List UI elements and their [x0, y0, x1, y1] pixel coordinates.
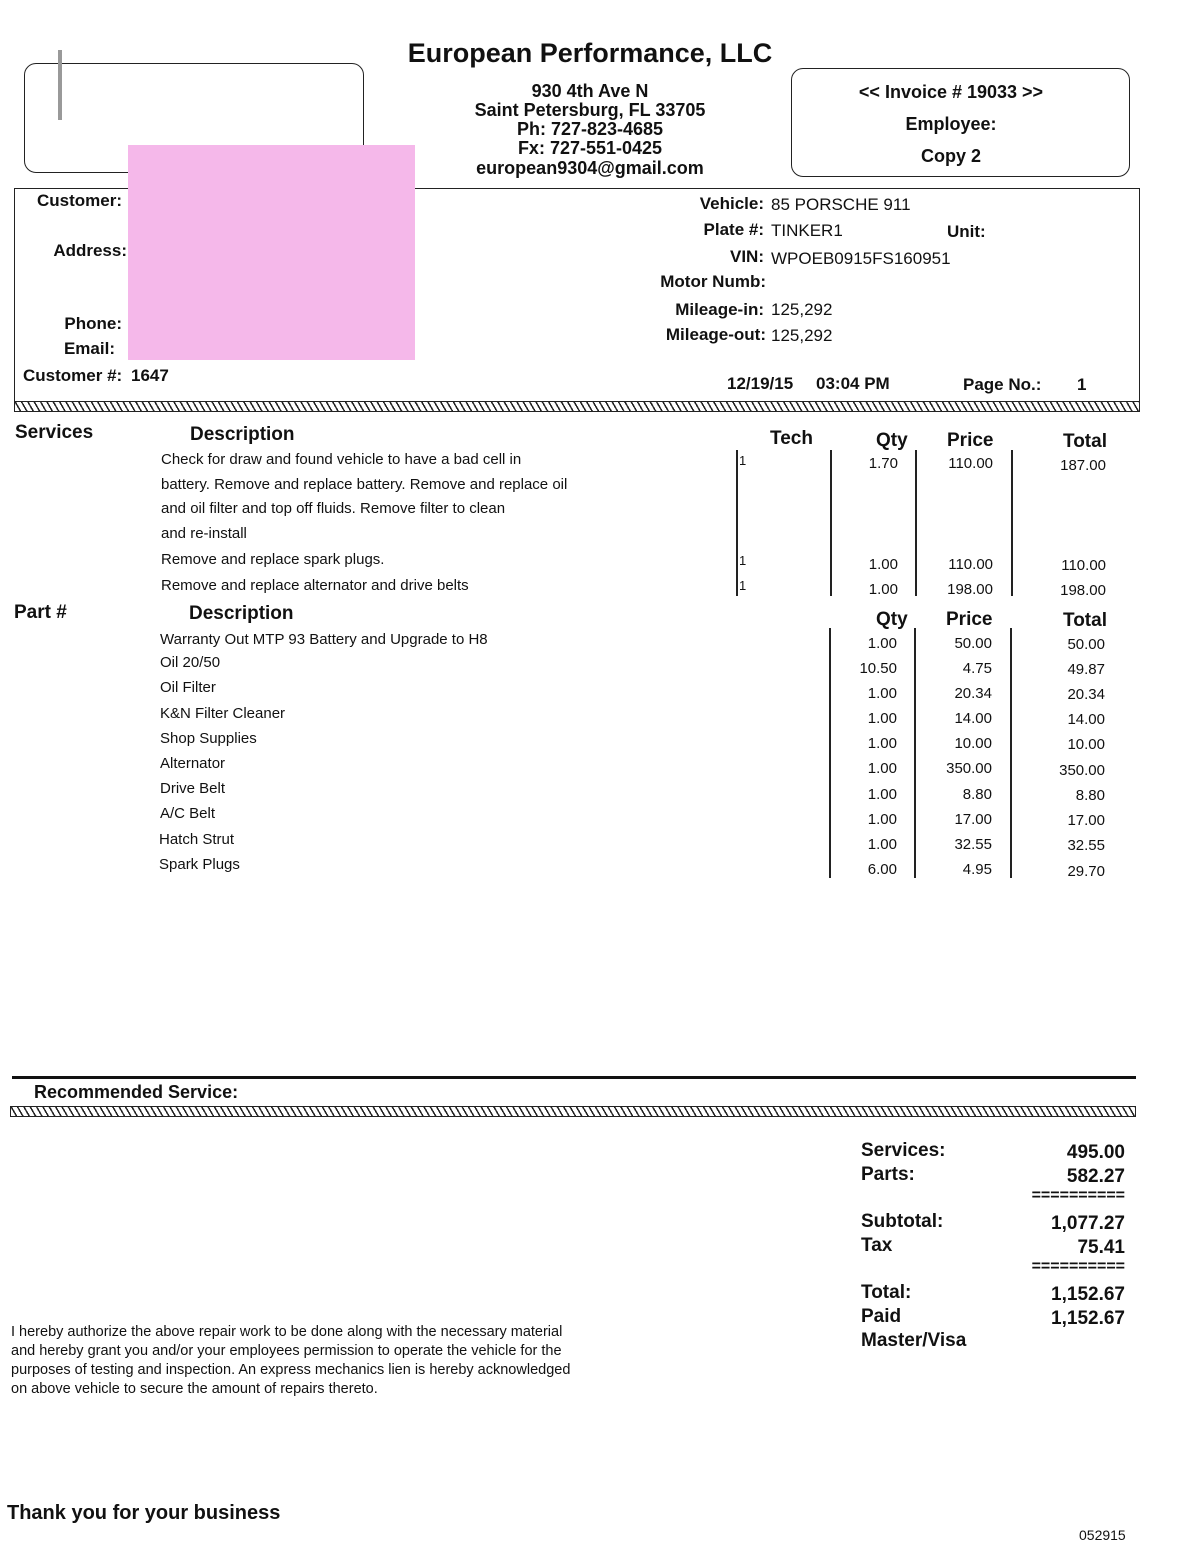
part-total: 50.00 — [1067, 636, 1105, 653]
part-qty: 1.00 — [867, 760, 897, 777]
parts-total-label: Parts: — [861, 1164, 915, 1185]
recommended-service-label: Recommended Service: — [34, 1082, 239, 1102]
phone-label: Phone: — [64, 314, 122, 333]
copy-label: Copy 2 — [920, 146, 981, 166]
parts-bar-total — [1010, 628, 1012, 878]
company-address-line2: Saint Petersburg, FL 33705 — [474, 100, 706, 120]
part-price: 10.00 — [954, 735, 992, 752]
motor-number-label: Motor Numb: — [660, 272, 766, 291]
part-qty: 1.00 — [867, 685, 897, 702]
part-total: 350.00 — [1059, 762, 1105, 779]
thank-you-message: Thank you for your business — [7, 1502, 281, 1524]
services-tech-header: Tech — [770, 428, 813, 449]
services-total-value: 495.00 — [1066, 1142, 1125, 1163]
part-qty: 1.00 — [867, 811, 897, 828]
page-number: 1 — [1077, 375, 1087, 394]
service-tech: 1 — [739, 553, 747, 568]
email-label: Email: — [63, 339, 115, 358]
customer-number-label: Customer #: — [23, 366, 123, 385]
part-description: Alternator — [160, 755, 226, 772]
part-total: 49.87 — [1067, 661, 1105, 678]
service-tech: 1 — [739, 578, 747, 593]
page-number-label: Page No.: — [963, 375, 1042, 394]
service-qty: 1.70 — [868, 455, 898, 472]
part-description: Oil 20/50 — [160, 654, 221, 671]
part-description: Shop Supplies — [160, 730, 257, 747]
parts-total-value: 582.27 — [1066, 1166, 1125, 1187]
parts-section-label: Part # — [14, 602, 67, 623]
form-code: 052915 — [1079, 1527, 1126, 1543]
customer-number: 1647 — [131, 366, 169, 385]
part-description: Hatch Strut — [159, 831, 235, 848]
services-bar-total — [1011, 450, 1013, 596]
mileage-in-value: 125,292 — [771, 300, 833, 319]
part-description: Oil Filter — [160, 679, 216, 696]
hatched-divider-bottom — [10, 1106, 1136, 1117]
part-description: Spark Plugs — [159, 856, 240, 873]
service-total: 198.00 — [1060, 582, 1106, 599]
tax-label: Tax — [861, 1235, 893, 1256]
services-total-header: Total — [1063, 431, 1107, 452]
service-qty: 1.00 — [868, 556, 898, 573]
services-section-label: Services — [15, 422, 94, 443]
company-phone: Ph: 727-823-4685 — [516, 119, 664, 139]
address-label: Address: — [53, 241, 127, 260]
redaction-block — [128, 145, 415, 360]
part-price: 20.34 — [954, 685, 992, 702]
vehicle-value: 85 PORSCHE 911 — [771, 195, 911, 214]
part-description: A/C Belt — [160, 805, 216, 822]
part-description: Drive Belt — [160, 780, 226, 797]
grand-total-label: Total: — [861, 1282, 912, 1303]
part-qty: 1.00 — [867, 786, 897, 803]
vehicle-label: Vehicle: — [699, 194, 764, 213]
part-price: 4.95 — [962, 861, 992, 878]
services-description-header: Description — [190, 424, 295, 445]
part-price: 17.00 — [954, 811, 992, 828]
company-address-line1: 930 4th Ave N — [531, 81, 649, 101]
invoice-time: 03:04 PM — [816, 374, 890, 393]
service-description: Remove and replace spark plugs. — [161, 551, 385, 568]
paid-label: Paid — [861, 1306, 902, 1327]
part-total: 17.00 — [1067, 812, 1105, 829]
unit-label: Unit: — [947, 222, 986, 241]
plate-value: TINKER1 — [771, 221, 843, 240]
service-price: 110.00 — [948, 455, 993, 472]
tax-value: 75.41 — [1077, 1237, 1125, 1258]
services-bar-tech — [736, 450, 738, 596]
part-total: 20.34 — [1067, 686, 1105, 703]
customer-label: Customer: — [36, 191, 122, 210]
part-price: 14.00 — [954, 710, 992, 727]
part-qty: 1.00 — [867, 836, 897, 853]
vin-value: WPOEB0915FS160951 — [771, 249, 951, 268]
subtotal-value: 1,077.27 — [1051, 1213, 1125, 1234]
service-description: and oil filter and top off fluids. Remove filter to clean — [161, 500, 506, 517]
service-price: 110.00 — [948, 556, 993, 573]
parts-total-header: Total — [1063, 610, 1107, 631]
part-price: 32.55 — [954, 836, 992, 853]
part-qty: 10.50 — [859, 660, 897, 677]
services-price-header: Price — [947, 430, 994, 451]
service-description: Check for draw and found vehicle to have a bad cell in — [161, 451, 522, 468]
services-total-label: Services: — [861, 1140, 946, 1161]
plate-label: Plate #: — [703, 220, 764, 239]
service-total: 110.00 — [1061, 557, 1106, 574]
part-price: 4.75 — [962, 660, 992, 677]
company-email: european9304@gmail.com — [476, 158, 704, 178]
parts-bar-price — [914, 628, 916, 878]
invoice-date: 12/19/15 — [727, 374, 794, 393]
service-description: and re-install — [161, 525, 247, 542]
totals-divider: ========== — [1031, 1187, 1125, 1204]
part-total: 29.70 — [1067, 863, 1105, 880]
part-qty: 1.00 — [867, 735, 897, 752]
subtotal-label: Subtotal: — [861, 1211, 944, 1232]
part-qty: 1.00 — [867, 635, 897, 652]
grand-total-value: 1,152.67 — [1051, 1284, 1125, 1305]
part-total: 32.55 — [1067, 837, 1105, 854]
service-qty: 1.00 — [868, 581, 898, 598]
totals-divider: ========== — [1031, 1258, 1125, 1275]
authorization-text: I hereby authorize the above repair work to be done along with the necessary material and hereby grant you and/or your employees permission to operate the vehicle for the purposes of testing and inspection. An express mechanics lien is hereby acknowledged on above vehicle to secure the amount of repairs thereto. — [11, 1324, 571, 1397]
mileage-in-label: Mileage-in: — [675, 300, 764, 319]
recommended-rule — [12, 1076, 1136, 1079]
service-description: battery. Remove and replace battery. Remove and replace oil — [161, 476, 568, 493]
services-bar-price — [915, 450, 917, 596]
part-price: 350.00 — [946, 760, 992, 777]
part-qty: 1.00 — [867, 710, 897, 727]
part-price: 8.80 — [962, 786, 992, 803]
parts-bar-qty — [829, 628, 831, 878]
payment-method: Master/Visa — [861, 1330, 967, 1351]
part-total: 14.00 — [1067, 711, 1105, 728]
parts-description-header: Description — [189, 603, 294, 624]
part-total: 8.80 — [1075, 787, 1105, 804]
part-total: 10.00 — [1067, 736, 1105, 753]
vin-label: VIN: — [730, 247, 764, 266]
parts-price-header: Price — [946, 609, 993, 630]
employee-label: Employee: — [905, 114, 997, 134]
mileage-out-label: Mileage-out: — [665, 325, 766, 344]
service-price: 198.00 — [947, 581, 993, 598]
service-tech: 1 — [739, 453, 747, 468]
invoice-number: << Invoice # 19033 >> — [858, 82, 1044, 102]
part-qty: 6.00 — [867, 861, 897, 878]
company-fax: Fx: 727-551-0425 — [517, 138, 663, 158]
part-price: 50.00 — [954, 635, 992, 652]
part-description: Warranty Out MTP 93 Battery and Upgrade to H8 — [160, 631, 488, 648]
services-qty-header: Qty — [876, 430, 908, 451]
paid-value: 1,152.67 — [1051, 1308, 1125, 1329]
service-description: Remove and replace alternator and drive belts — [161, 577, 469, 594]
parts-qty-header: Qty — [876, 609, 908, 630]
service-total: 187.00 — [1060, 457, 1106, 474]
services-bar-qty — [830, 450, 832, 596]
mileage-out-value: 125,292 — [771, 326, 833, 345]
hatched-divider-top — [14, 401, 1140, 412]
staple-mark — [58, 50, 62, 120]
company-name: European Performance, LLC — [407, 38, 773, 68]
part-description: K&N Filter Cleaner — [160, 705, 286, 722]
